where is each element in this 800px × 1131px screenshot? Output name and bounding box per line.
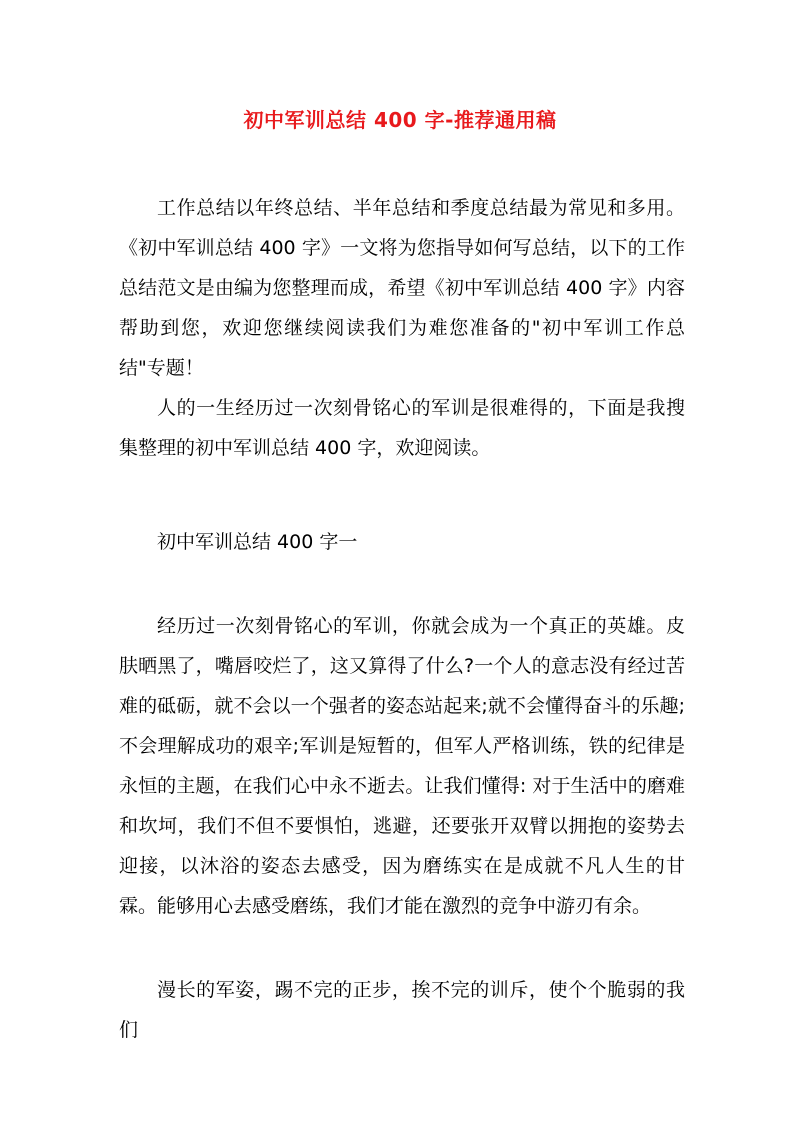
- intro-paragraph: 工作总结以年终总结、半年总结和季度总结最为常见和多用。《初中军训总结 400 字》一文将为您指导如何写总结，以下的工作总结范文是由编为您整理而成，希望《初中军训总结 400 字》内容帮助到您，欢迎您继续阅读我们为难您准备的"初中军训工作总结"专题！: [119, 197, 685, 379]
- lead-paragraph: 人的一生经历过一次刻骨铭心的军训是很难得的，下面是我搜集整理的初中军训总结 400 字，欢迎阅读。: [119, 397, 685, 459]
- intro-paragraph-block: [119, 188, 685, 388]
- lead-paragraph-block: [119, 388, 685, 468]
- body-paragraph-block: [119, 606, 685, 926]
- document-title: 初中军训总结 400 字-推荐通用稿: [243, 108, 557, 132]
- section-heading: 初中军训总结 400 字一: [157, 531, 358, 553]
- continued-paragraph: 漫长的军姿，踢不完的正步，挨不完的训斥，使个个脆弱的我们: [119, 979, 685, 1041]
- section-heading-block: [119, 522, 685, 562]
- continued-paragraph-block: [119, 970, 685, 1050]
- body-paragraph: 经历过一次刻骨铭心的军训，你就会成为一个真正的英雄。皮肤晒黑了，嘴唇咬烂了，这又算得了什么?一个人的意志没有经过苦难的砥砺，就不会以一个强者的姿态站起来;就不会懂得奋斗的乐趣;不会理解成功的艰辛;军训是短暂的，但军人严格训练，铁的纪律是永恒的主题，在我们心中永不逝去。让我们懂得: 对于生活中的磨难和坎坷，我们不但不要惧怕，逃避，还要张开双臂以拥抱的姿势去迎接，以沐浴的姿态去感受，因为磨练实在是成就不凡人生的甘霖。能够用心去感受磨练，我们才能在激烈的竞争中游刃有余。: [119, 615, 685, 917]
